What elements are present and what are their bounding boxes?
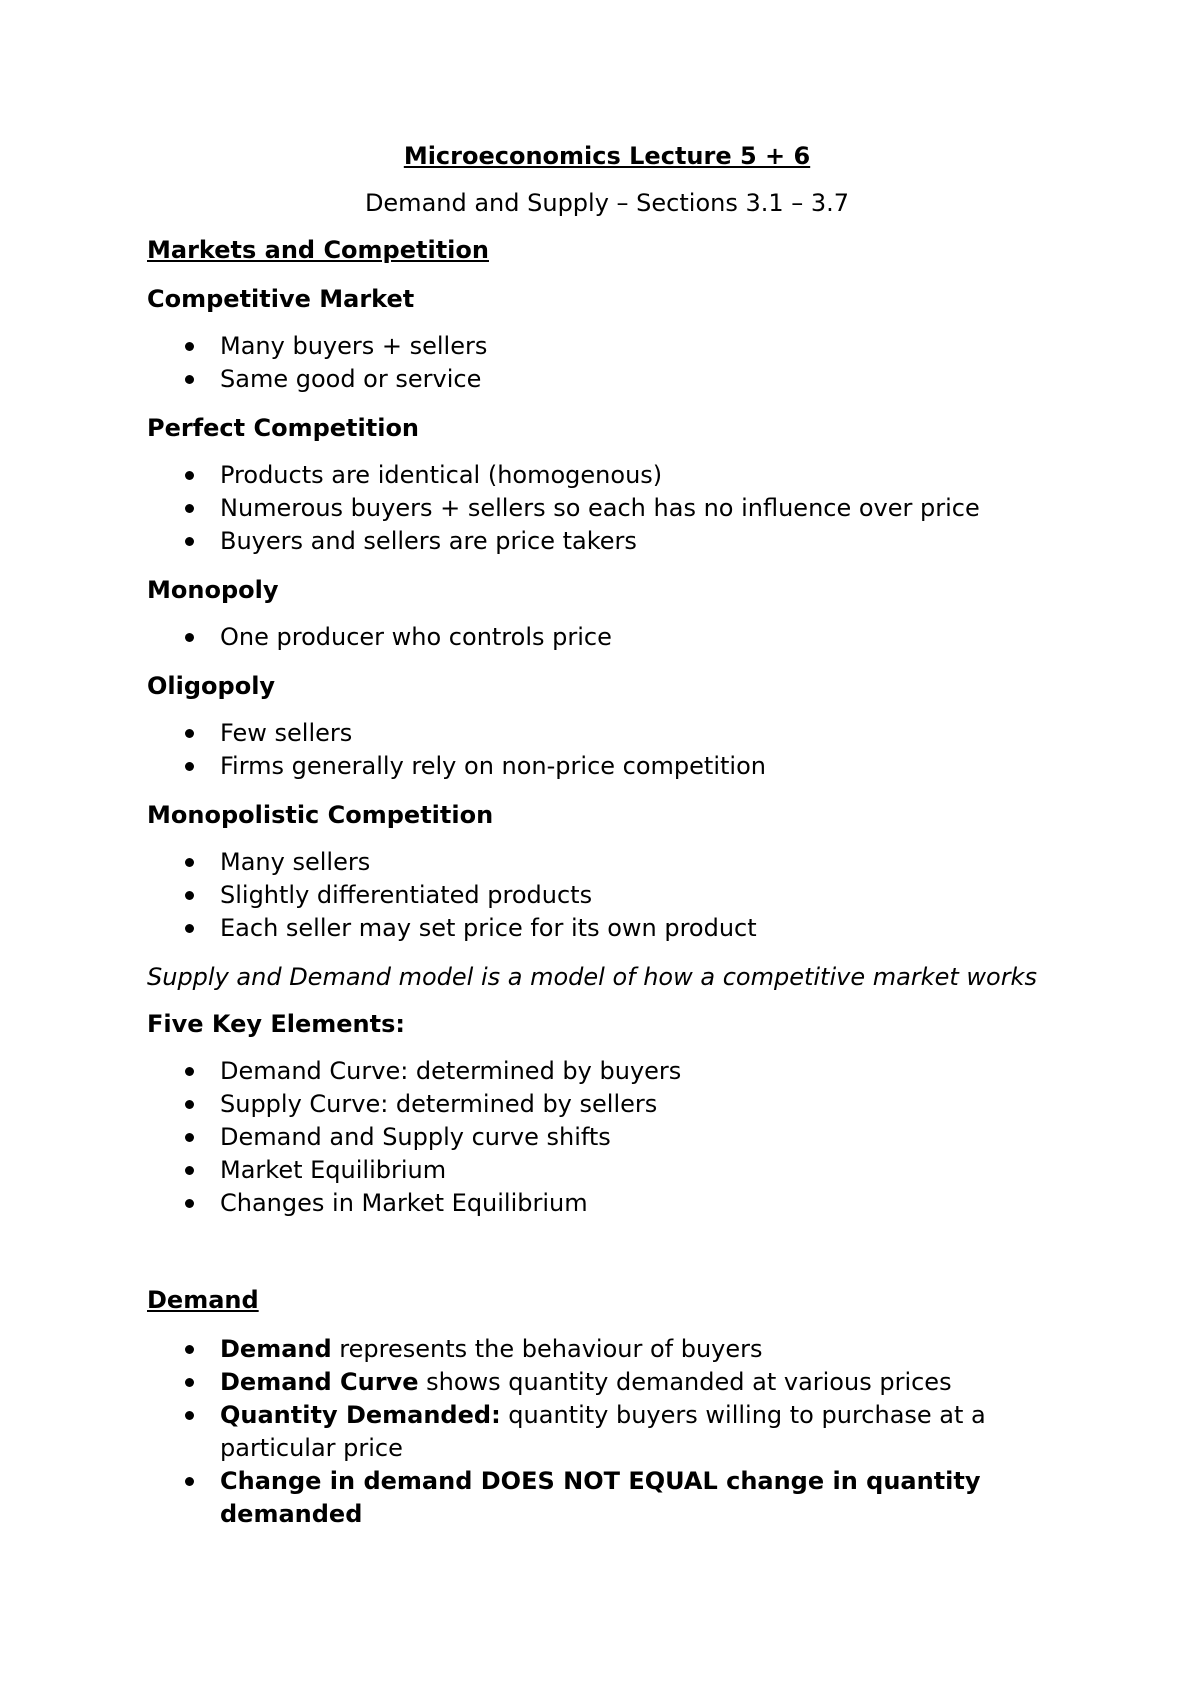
list-perfect-competition — [147, 459, 1067, 558]
list-item — [147, 717, 1067, 750]
list-item-text: Demand Curve: determined by buyers — [220, 1057, 682, 1085]
list-item-text: Slightly differentiated products — [220, 881, 593, 909]
bullet-icon — [185, 729, 194, 738]
list-item-term: Demand — [220, 1335, 332, 1363]
list-item-text: quantity buyers willing to purchase at a particular price — [220, 1401, 986, 1462]
list-item-text: Demand and Supply curve shifts — [220, 1123, 611, 1151]
bullet-icon — [185, 1378, 194, 1387]
subheading-competitive-market: Competitive Market — [147, 285, 415, 313]
list-item — [147, 459, 1067, 492]
list-item-text: Market Equilibrium — [220, 1156, 447, 1184]
list-item-text: Numerous buyers + sellers so each has no influence over price — [220, 494, 980, 522]
bullet-icon — [185, 1411, 194, 1420]
list-item-text: Many buyers + sellers — [220, 332, 488, 360]
list-item — [147, 750, 1067, 783]
list-item — [147, 1055, 1067, 1088]
list-item-term: Demand Curve — [220, 1368, 419, 1396]
subheading-five-key-elements: Five Key Elements: — [147, 1010, 405, 1038]
list-monopoly — [147, 621, 1067, 654]
list-item — [147, 879, 1067, 912]
bullet-icon — [185, 1067, 194, 1076]
bullet-icon — [185, 858, 194, 867]
list-item-text: Firms generally rely on non-price competition — [220, 752, 766, 780]
bullet-icon — [185, 1345, 194, 1354]
bullet-icon — [185, 537, 194, 546]
list-monopolistic-competition — [147, 846, 1067, 945]
list-item-text: Buyers and sellers are price takers — [220, 527, 637, 555]
bullet-icon — [185, 1133, 194, 1142]
list-item — [147, 525, 1067, 558]
list-oligopoly — [147, 717, 1067, 783]
list-item — [147, 1154, 1067, 1187]
list-item-text: Products are identical (homogenous) — [220, 461, 663, 489]
section-heading-demand: Demand — [147, 1286, 259, 1314]
subheading-perfect-competition: Perfect Competition — [147, 414, 420, 442]
list-five-key-elements — [147, 1055, 1067, 1220]
list-item — [147, 1465, 1067, 1531]
list-item-text: Same good or service — [220, 365, 482, 393]
document-body — [147, 140, 1067, 1547]
model-note: Supply and Demand model is a model of how a competitive market works — [147, 963, 1037, 991]
page-subtitle: Demand and Supply – Sections 3.1 – 3.7 — [364, 189, 850, 217]
list-item — [147, 912, 1067, 945]
list-item-term: Change in demand DOES NOT EQUAL change in quantity demanded — [220, 1467, 981, 1528]
bullet-icon — [185, 891, 194, 900]
list-item — [147, 1333, 1067, 1366]
bullet-icon — [185, 504, 194, 513]
list-item — [147, 363, 1067, 396]
page-title: Microeconomics Lecture 5 + 6 — [403, 142, 811, 170]
list-item-text: Few sellers — [220, 719, 353, 747]
list-item — [147, 1399, 1067, 1465]
list-item — [147, 846, 1067, 879]
blank-line — [147, 1236, 1067, 1284]
bullet-icon — [185, 924, 194, 933]
list-item-term: Quantity Demanded: — [220, 1401, 501, 1429]
bullet-icon — [185, 1477, 194, 1486]
list-item — [147, 492, 1067, 525]
list-item — [147, 330, 1067, 363]
list-item — [147, 1366, 1067, 1399]
bullet-icon — [185, 762, 194, 771]
section-heading-markets: Markets and Competition — [147, 236, 489, 264]
subheading-oligopoly: Oligopoly — [147, 672, 276, 700]
list-item-text: represents the behaviour of buyers — [331, 1335, 763, 1363]
list-item-text: shows quantity demanded at various prices — [418, 1368, 952, 1396]
subheading-monopoly: Monopoly — [147, 576, 279, 604]
list-item — [147, 1187, 1067, 1220]
list-item-text: Many sellers — [220, 848, 371, 876]
list-item — [147, 621, 1067, 654]
list-item — [147, 1088, 1067, 1121]
subheading-monopolistic-competition: Monopolistic Competition — [147, 801, 494, 829]
list-item — [147, 1121, 1067, 1154]
bullet-icon — [185, 633, 194, 642]
list-demand — [147, 1333, 1067, 1531]
bullet-icon — [185, 471, 194, 480]
list-item-text: Changes in Market Equilibrium — [220, 1189, 588, 1217]
list-item-text: One producer who controls price — [220, 623, 612, 651]
list-competitive-market — [147, 330, 1067, 396]
list-item-text: Supply Curve: determined by sellers — [220, 1090, 658, 1118]
bullet-icon — [185, 342, 194, 351]
bullet-icon — [185, 375, 194, 384]
bullet-icon — [185, 1100, 194, 1109]
bullet-icon — [185, 1199, 194, 1208]
list-item-text: Each seller may set price for its own product — [220, 914, 757, 942]
bullet-icon — [185, 1166, 194, 1175]
